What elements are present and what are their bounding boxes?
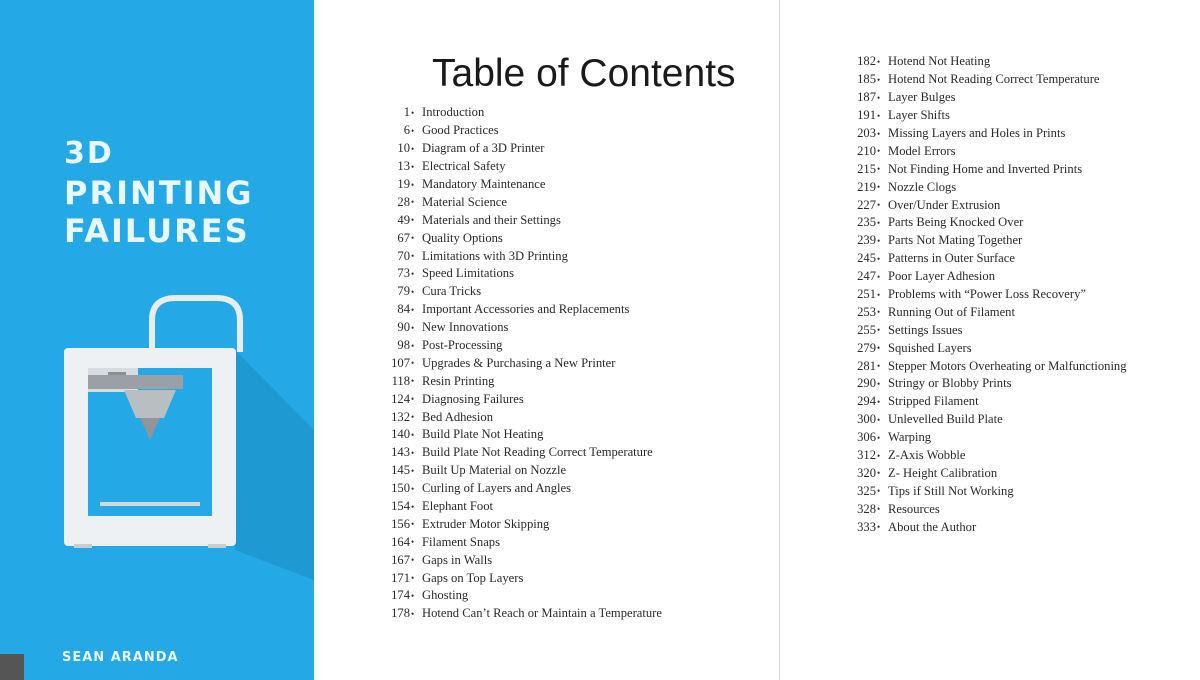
toc-entry-title: Layer Shifts: [888, 108, 950, 123]
toc-entry[interactable]: [362, 193, 662, 211]
toc-entry-title: Resin Printing: [422, 373, 495, 388]
toc-entry-title: Nozzle Clogs: [888, 179, 957, 194]
toc-bullet: •: [411, 555, 415, 566]
toc-entry[interactable]: [362, 265, 662, 283]
toc-entry[interactable]: [828, 142, 1127, 160]
toc-bullet: •: [877, 74, 881, 85]
toc-entry[interactable]: [362, 140, 662, 158]
toc-entry[interactable]: [828, 375, 1127, 393]
toc-page-number: 182: [857, 54, 876, 69]
toc-entry-title: Extruder Motor Skipping: [422, 516, 550, 531]
toc-page-number: 84: [397, 302, 410, 317]
toc-page-number: 245: [857, 251, 876, 266]
toc-bullet: •: [411, 125, 415, 136]
toc-page-number: 279: [857, 340, 876, 355]
toc-entry-title: Settings Issues: [888, 322, 963, 337]
toc-entry[interactable]: [362, 283, 662, 301]
toc-entry[interactable]: [362, 498, 662, 516]
toc-entry-title: Elephant Foot: [422, 499, 494, 514]
toc-page-number: 300: [857, 412, 876, 427]
book-cover: [0, 0, 314, 680]
toc-page-number: 171: [391, 570, 410, 585]
toc-entry[interactable]: [828, 178, 1127, 196]
toc-entry[interactable]: [362, 444, 662, 462]
toc-entry[interactable]: [828, 447, 1127, 465]
toc-page-number: 140: [391, 427, 410, 442]
toc-entry[interactable]: [828, 214, 1127, 232]
toc-bullet: •: [877, 307, 881, 318]
toc-entry-title: Diagram of a 3D Printer: [422, 141, 545, 156]
toc-entry[interactable]: [828, 303, 1127, 321]
toc-entry-title: Parts Being Knocked Over: [888, 215, 1024, 230]
toc-bullet: •: [411, 483, 415, 494]
toc-entry-title: Z- Height Calibration: [888, 465, 998, 480]
toc-bullet: •: [877, 235, 881, 246]
toc-entry-title: Missing Layers and Holes in Prints: [888, 126, 1066, 140]
toc-bullet: •: [877, 92, 881, 103]
toc-entry-title: Bed Adhesion: [422, 409, 494, 424]
toc-page-number: 6: [403, 123, 410, 138]
toc-bullet: •: [411, 161, 415, 172]
toc-bullet: •: [411, 322, 415, 333]
toc-bullet: •: [877, 343, 881, 354]
toc-bullet: •: [877, 146, 881, 157]
toc-page-number: 325: [857, 483, 876, 498]
toc-entry-title: Patterns in Outer Surface: [888, 251, 1015, 266]
toc-page-number: 154: [391, 499, 410, 514]
toc-page-number: 79: [397, 284, 410, 299]
toc-page-number: 70: [397, 248, 410, 263]
toc-entry-title: Speed Limitations: [422, 266, 514, 281]
toc-page-number: 124: [391, 391, 410, 406]
toc-bullet: •: [411, 501, 415, 512]
toc-entry[interactable]: [362, 533, 662, 551]
toc-entry-title: Squished Layers: [888, 340, 972, 355]
toc-page-number: 320: [857, 465, 876, 480]
toc-bullet: •: [411, 268, 415, 279]
toc-page-number: 239: [857, 233, 876, 248]
toc-entry-title: Good Practices: [422, 123, 499, 138]
toc-entry-title: Problems with “Power Loss Recovery”: [888, 287, 1086, 302]
toc-entry[interactable]: [828, 71, 1127, 89]
toc-page-number: 247: [857, 269, 876, 284]
toc-page-number: 203: [857, 126, 876, 140]
toc-entry-title: Hotend Can’t Reach or Maintain a Temperature: [422, 606, 662, 621]
toc-entry[interactable]: [362, 158, 662, 176]
toc-entry-title: Limitations with 3D Printing: [422, 248, 568, 263]
toc-entry[interactable]: [362, 587, 662, 605]
toc-bullet: •: [877, 217, 881, 228]
toc-entry-title: Model Errors: [888, 143, 956, 158]
toc-entry-title: Materials and their Settings: [422, 212, 561, 227]
toc-entry-title: New Innovations: [422, 320, 509, 335]
toc-entry[interactable]: [828, 196, 1127, 214]
toc-bullet: •: [411, 519, 415, 530]
toc-entry-title: Cura Tricks: [422, 284, 482, 299]
toc-page-number: 227: [857, 197, 876, 212]
toc-entry[interactable]: [362, 515, 662, 533]
toc-entry-title: Build Plate Not Heating: [422, 427, 544, 442]
toc-page-number: 294: [857, 394, 876, 409]
toc-entry-title: Curling of Layers and Angles: [422, 481, 571, 496]
toc-bullet: •: [877, 450, 881, 461]
toc-entry[interactable]: [828, 286, 1127, 304]
toc-entry-title: Filament Snaps: [422, 534, 501, 549]
toc-page-number: 145: [391, 463, 410, 478]
toc-entry-title: Poor Layer Adhesion: [888, 269, 996, 284]
toc-entry-title: Unlevelled Build Plate: [888, 412, 1003, 427]
toc-page-number: 235: [857, 215, 876, 230]
toc-entry[interactable]: [828, 339, 1127, 357]
toc-bullet: •: [411, 340, 415, 351]
toc-page-number: 73: [397, 266, 410, 281]
toc-page-number: 219: [857, 179, 876, 194]
toc-page-number: 1: [403, 105, 410, 120]
toc-bullet: •: [411, 590, 415, 601]
toc-entry[interactable]: [362, 426, 662, 444]
toc-entry-title: Over/Under Extrusion: [888, 197, 1001, 212]
toc-entry[interactable]: [828, 89, 1127, 107]
toc-page-number: 118: [391, 373, 410, 388]
toc-bullet: •: [877, 361, 881, 372]
toc-bullet: •: [877, 522, 881, 533]
toc-entry[interactable]: [828, 53, 1127, 71]
toc-entry-title: Material Science: [422, 194, 507, 209]
toc-entry[interactable]: [362, 408, 662, 426]
toc-bullet: •: [411, 412, 415, 423]
toc-entry-title: Important Accessories and Replacements: [422, 302, 630, 317]
toc-entry-title: Gaps in Walls: [422, 552, 493, 567]
toc-bullet: •: [877, 56, 881, 67]
toc-bullet: •: [877, 468, 881, 479]
toc-page-number: 328: [857, 501, 876, 516]
toc-entry-title: Post-Processing: [422, 338, 503, 353]
toc-bullet: •: [877, 378, 881, 389]
toc-bullet: •: [411, 251, 415, 262]
toc-entry[interactable]: [362, 211, 662, 229]
toc-page-number: 174: [391, 588, 410, 603]
toc-entry-title: About the Author: [888, 519, 977, 534]
toc-left-column: [362, 104, 662, 623]
toc-bullet: •: [411, 537, 415, 548]
toc-right-column: [828, 53, 1127, 536]
toc-page-number: 150: [391, 481, 410, 496]
toc-entry-title: Tips if Still Not Working: [888, 483, 1014, 498]
toc-page-number: 290: [857, 376, 876, 391]
cover-title-line-1: 3D: [64, 136, 114, 171]
toc-bullet: •: [411, 376, 415, 387]
printer-shadow: [235, 350, 314, 580]
toc-bullet: •: [411, 429, 415, 440]
toc-entry[interactable]: [828, 518, 1127, 536]
toc-entry-title: Stepper Motors Overheating or Malfunctioning: [888, 358, 1127, 373]
cover-title-line-2: PRINTING: [64, 174, 254, 212]
toc-entry[interactable]: [362, 605, 662, 623]
toc-page-number: 90: [397, 320, 410, 335]
toc-entry-title: Hotend Not Heating: [888, 54, 991, 69]
toc-bullet: •: [411, 233, 415, 244]
toc-bullet: •: [411, 358, 415, 369]
toc-bullet: •: [877, 253, 881, 264]
toc-entry-title: Ghosting: [422, 588, 469, 603]
toc-entry[interactable]: [828, 500, 1127, 518]
toc-bullet: •: [411, 447, 415, 458]
toc-entry[interactable]: [362, 247, 662, 265]
toc-page-number: 167: [391, 552, 410, 567]
toc-entry-title: Built Up Material on Nozzle: [422, 463, 567, 478]
toc-entry-title: Introduction: [422, 105, 485, 120]
toc-bullet: •: [877, 128, 881, 139]
toc-entry[interactable]: [362, 319, 662, 337]
toc-entry[interactable]: [362, 372, 662, 390]
toc-page-number: 281: [857, 358, 876, 373]
toc-page-number: 132: [391, 409, 410, 424]
toc-page-number: 191: [857, 108, 876, 123]
toc-entry[interactable]: [362, 337, 662, 355]
toc-entry[interactable]: [828, 411, 1127, 429]
toc-page-number: 251: [857, 287, 876, 302]
toc-entry[interactable]: [828, 160, 1127, 178]
toc-bullet: •: [411, 197, 415, 208]
toc-entry[interactable]: [828, 321, 1127, 339]
toc-entry[interactable]: [828, 393, 1127, 411]
toc-bullet: •: [877, 271, 881, 282]
toc-entry[interactable]: [362, 301, 662, 319]
toc-bullet: •: [877, 504, 881, 515]
toc-entry[interactable]: [828, 232, 1127, 250]
toc-entry-title: Layer Bulges: [888, 90, 956, 105]
toc-entry[interactable]: [828, 464, 1127, 482]
toc-bullet: •: [411, 608, 415, 619]
toc-page-number: 107: [391, 355, 410, 370]
toc-heading: Table of Contents: [432, 52, 736, 95]
toc-entry[interactable]: [828, 250, 1127, 268]
toc-bullet: •: [877, 432, 881, 443]
cover-title-line-3: FAILURES: [64, 212, 250, 250]
toc-entry-title: Z-Axis Wobble: [888, 448, 966, 463]
toc-entry[interactable]: [828, 125, 1127, 143]
toc-entry[interactable]: [362, 390, 662, 408]
toc-bullet: •: [877, 200, 881, 211]
toc-page-number: 255: [857, 322, 876, 337]
toc-entry[interactable]: [828, 429, 1127, 447]
toc-entry-title: Quality Options: [422, 230, 503, 245]
toc-entry[interactable]: [362, 104, 662, 122]
toc-entry[interactable]: [362, 229, 662, 247]
3d-printer-illustration: [0, 280, 314, 580]
toc-page-number: 49: [397, 212, 410, 227]
toc-entry-title: Not Finding Home and Inverted Prints: [888, 161, 1083, 176]
filament-tube: [152, 298, 240, 352]
toc-bullet: •: [411, 215, 415, 226]
toc-bullet: •: [877, 414, 881, 425]
toc-entry-title: Upgrades & Purchasing a New Printer: [422, 355, 616, 370]
toc-entry-title: Running Out of Filament: [888, 304, 1015, 319]
toc-bullet: •: [411, 107, 415, 118]
toc-entry[interactable]: [362, 462, 662, 480]
toc-bullet: •: [411, 304, 415, 315]
printer-foot-left: [74, 544, 92, 548]
toc-entry[interactable]: [362, 122, 662, 140]
toc-bullet: •: [877, 396, 881, 407]
toc-page-number: 156: [391, 516, 410, 531]
toc-bullet: •: [411, 179, 415, 190]
toc-page-number: 13: [397, 159, 410, 174]
toc-page-number: 306: [857, 430, 876, 445]
toc-page-number: 312: [857, 448, 876, 463]
toc-bullet: •: [411, 465, 415, 476]
toc-bullet: •: [411, 143, 415, 154]
toc-bullet: •: [877, 325, 881, 336]
toc-page-number: 215: [857, 161, 876, 176]
toc-entry[interactable]: [828, 482, 1127, 500]
build-plate: [100, 502, 200, 506]
corner-mark: [0, 654, 24, 680]
toc-entry-title: Build Plate Not Reading Correct Temperature: [422, 445, 653, 460]
toc-entry[interactable]: [362, 480, 662, 498]
toc-entry[interactable]: [828, 107, 1127, 125]
toc-page-number: 333: [857, 519, 876, 534]
toc-bullet: •: [877, 289, 881, 300]
toc-entry[interactable]: [362, 354, 662, 372]
toc-bullet: •: [411, 394, 415, 405]
printer-foot-right: [208, 544, 226, 548]
toc-entry-title: Diagnosing Failures: [422, 391, 524, 406]
toc-entry-title: Parts Not Mating Together: [888, 233, 1023, 248]
toc-page-number: 164: [391, 534, 410, 549]
toc-page-number: 185: [857, 72, 876, 87]
toc-entry-title: Stringy or Blobby Prints: [888, 376, 1012, 391]
gantry-rail: [88, 375, 183, 389]
toc-bullet: •: [877, 110, 881, 121]
toc-bullet: •: [877, 164, 881, 175]
toc-entry-title: Warping: [888, 430, 932, 445]
toc-entry-title: Mandatory Maintenance: [422, 177, 546, 191]
toc-bullet: •: [411, 286, 415, 297]
toc-entry[interactable]: [828, 357, 1127, 375]
toc-entry[interactable]: [828, 268, 1127, 286]
toc-page-number: 253: [857, 304, 876, 319]
toc-bullet: •: [877, 182, 881, 193]
toc-bullet: •: [877, 486, 881, 497]
toc-entry-title: Hotend Not Reading Correct Temperature: [888, 72, 1100, 87]
toc-entry-title: Electrical Safety: [422, 159, 506, 174]
toc-entry[interactable]: [362, 569, 662, 587]
toc-page-number: 187: [857, 90, 876, 105]
toc-entry-title: Gaps on Top Layers: [422, 570, 524, 585]
toc-page-number: 28: [397, 194, 410, 209]
toc-bullet: •: [411, 573, 415, 584]
toc-entry[interactable]: [362, 176, 662, 194]
toc-entry-title: Resources: [888, 501, 940, 516]
cover-author: SEAN ARANDA: [62, 650, 179, 665]
toc-page-number: 210: [857, 143, 876, 158]
toc-entry[interactable]: [362, 551, 662, 569]
toc-page-number: 19: [397, 177, 410, 191]
toc-page-number: 10: [397, 141, 410, 156]
toc-page-number: 143: [391, 445, 410, 460]
toc-page-number: 67: [397, 230, 410, 245]
toc-page-number: 178: [391, 606, 410, 621]
toc-entry-title: Stripped Filament: [888, 394, 979, 409]
toc-page-number: 98: [397, 338, 410, 353]
